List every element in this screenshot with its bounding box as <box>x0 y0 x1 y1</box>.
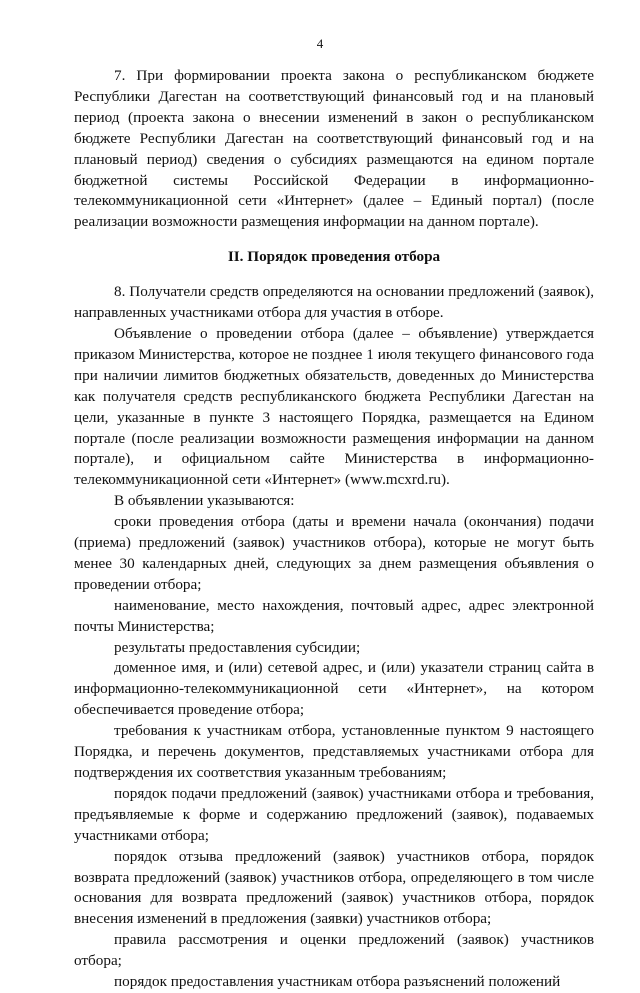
list-item-ministry-address: наименование, место нахождения, почтовый адрес, адрес электронной почты Министерства; <box>74 596 594 635</box>
paragraph-announcement-contents: В объявлении указываются: <box>114 492 295 510</box>
document-body <box>74 66 594 993</box>
list-item-evaluation-rules: правила рассмотрения и оценки предложений (заявок) участников отбора; <box>74 931 594 970</box>
paragraph-8: 8. Получатели средств определяются на основании предложений (заявок), направленных участниками отбора для участия в отборе. <box>74 283 594 322</box>
list-item-requirements: требования к участникам отбора, установленные пунктом 9 настоящего Порядка, и перечень документов, представляемых участниками отбора для подтверждения их соответствия указанным требованиям; <box>74 722 594 781</box>
list-item-domain-name: доменное имя, и (или) сетевой адрес, и (или) указатели страниц сайта в информационно-телекоммуникационной сети «Интернет», на котором обеспечивается проведение отбора; <box>74 659 594 719</box>
paragraph-announcement: Объявление о проведении отбора (далее – объявление) утверждается приказом Министерства, которое не позднее 1 июля текущего финансового года при наличии лимитов бюджетных обязательств, доведенных до Министерства как получателя средств республиканского бюджета Республики Дагестан на цели, указанные в пункте 3 настоящего Порядка, размещается на Едином портале (после реализации возможности размещения информации на данном портале), и официальном сайте Министерства в информационно-телекоммуникационной сети «Интернет» (www.mcxrd.ru). <box>74 324 594 489</box>
list-item-withdrawal-procedure: порядок отзыва предложений (заявок) участников отбора, порядок возврата предложений (заявок) участников отбора, определяющего в том числе основания для возврата предложений (заявок) участников отбора, порядок внесения изменений в предложения (заявки) участников отбора; <box>74 847 594 928</box>
list-item-submission-procedure: порядок подачи предложений (заявок) участниками отбора и требования, предъявляемые к форме и содержанию предложений (заявок), подаваемых участниками отбора; <box>74 784 594 844</box>
paragraph-7: 7. При формировании проекта закона о республиканском бюджете Республики Дагестан на соответствующий финансовый год и на плановый период (проекта закона о внесении изменений в закон о республиканском бюджете Республики Дагестан на соответствующий финансовый год и на плановый период) сведения о субсидиях размещаются на едином портале бюджетной системы Российской Федерации в информационно-телекоммуникационной сети «Интернет» (далее – Единый портал) (после реализации возможности размещения информации на данном портале). <box>74 67 594 231</box>
list-item-results: результаты предоставления субсидии; <box>114 638 361 656</box>
list-item-clarifications: порядок предоставления участникам отбора разъяснений положений <box>114 973 561 991</box>
section-heading: II. Порядок проведения отбора <box>227 248 441 266</box>
list-item-deadlines: сроки проведения отбора (даты и времени начала (окончания) подачи (приема) предложений (заявок) участников отбора), которые не могут быть менее 30 календарных дней, следующих за днем размещения объявления о проведении отбора; <box>74 513 594 593</box>
page-number: 4 <box>316 36 324 51</box>
